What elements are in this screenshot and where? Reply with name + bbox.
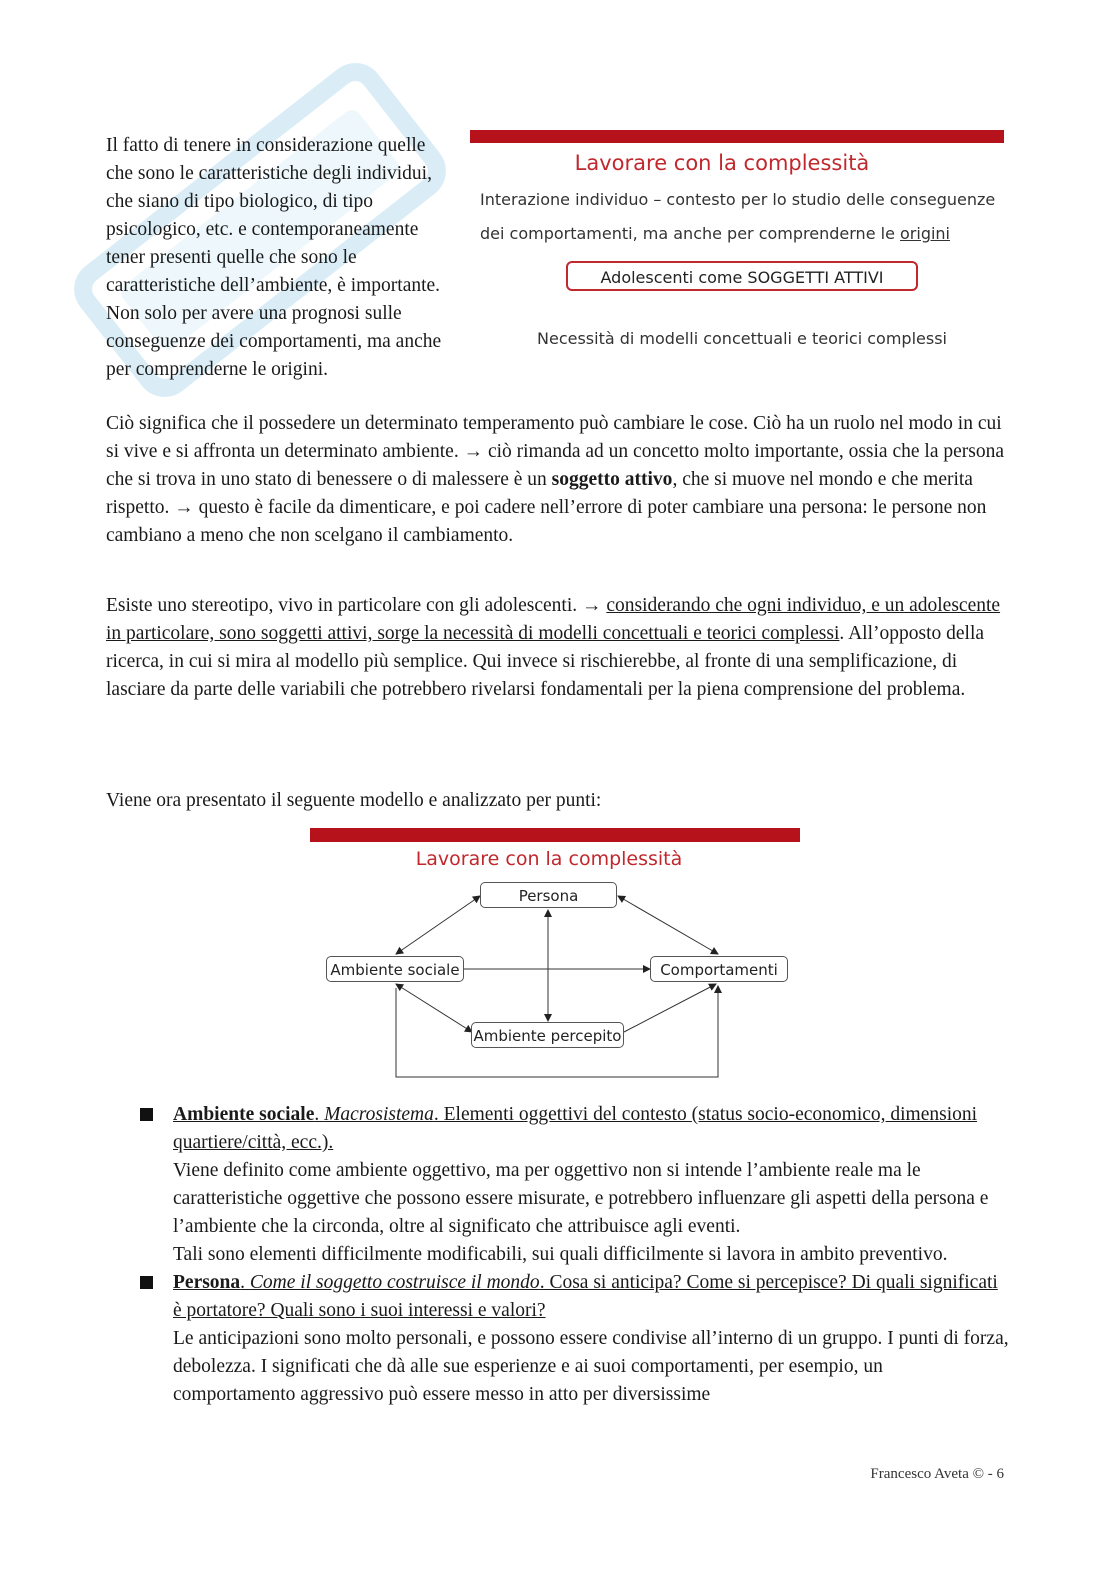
- paragraph-stereotype-underlined: considerando che ogni individuo, e un adolescente in particolare, sono soggetti attivi, sorge la necessità di modelli concettuali e teorici complessi: [106, 595, 1001, 644]
- bullet-body-2: Tali sono elementi difficilmente modificabili, sui quali difficilmente si lavora in ambito preventivo.: [173, 1244, 948, 1265]
- slide-line-2: [470, 217, 1004, 251]
- paragraph-stereotype: [106, 592, 1006, 704]
- bullet-square-icon: [140, 1276, 153, 1289]
- arrow-persona-ambiente-sociale: [396, 896, 480, 954]
- slide-line-2-underlined: origini: [900, 224, 950, 243]
- bullet-body-1: Viene definito come ambiente oggettivo, ma per oggettivo non si intende l’ambiente reale ma le caratteristiche oggettive che possono essere misurate, e potrebbero influenzare gli aspetti della persona e l’ambiente che la circonda, oltre al significato che attribuisce agli eventi.: [173, 1160, 989, 1237]
- bullet-heading: Ambiente sociale. Macrosistema. Elementi oggettivi del contesto (status socio-economico, dimensioni quartiere/città, ecc.).: [173, 1104, 978, 1153]
- bullet-heading-italic: Come il soggetto costruisce il mondo: [249, 1272, 540, 1293]
- model-diagram: [310, 828, 800, 1084]
- node-comportamenti: Comportamenti: [650, 956, 788, 982]
- paragraph-temperament: [106, 410, 1006, 550]
- bullet-heading-italic: Macrosistema: [324, 1104, 434, 1125]
- slide-highlight-box: Adolescenti come SOGGETTI ATTIVI: [566, 261, 918, 291]
- node-ambiente-percepito: Ambiente percepito: [471, 1022, 624, 1048]
- list-item: [140, 1269, 1010, 1409]
- paragraph-stereotype-text-b: . All’opposto della ricerca, in cui si mira al modello più semplice. Qui invece si rischierebbe, al fronte di una semplificazione, di lasciare da parte delle variabili che potrebbero rivelarsi fondamentali per la piena comprensione del problema.: [106, 623, 985, 700]
- bullet-heading-rest: . Elementi oggettivi del contesto (status socio-economico, dimensioni quartiere/città, ecc.).: [173, 1104, 978, 1153]
- page-footer: Francesco Aveta © - 6: [870, 1466, 1004, 1482]
- slide-footer-text: Necessità di modelli concettuali e teorici complessi: [537, 329, 947, 348]
- paragraph-model-intro: Viene ora presentato il seguente modello e analizzato per punti:: [106, 790, 602, 811]
- paragraph-temperament-bold: soggetto attivo: [551, 469, 673, 490]
- arrow-ambiente-sociale-percepito: [396, 984, 472, 1032]
- paragraph-stereotype-text-a: Esiste uno stereotipo, vivo in particolare con gli adolescenti. →: [106, 595, 607, 616]
- bullet-heading-rest: . Cosa si anticipa? Come si percepisce? Di quali significati è portatore? Quali sono i suoi interessi e valori?: [173, 1272, 998, 1321]
- bullet-list: [140, 1101, 1010, 1409]
- node-ambiente-sociale: Ambiente sociale: [326, 956, 464, 982]
- paragraph-temperament-text-b: , che si muove nel mondo e che merita rispetto. → questo è facile da dimenticare, e poi cadere nell’errore di poter cambiare una persona: le persone non cambiano a meno che non scelgano il cambiamento.: [106, 469, 987, 546]
- slide-top-bar: [470, 130, 1004, 143]
- slide-complexity: [470, 130, 1004, 380]
- list-item: [140, 1101, 1010, 1269]
- bullet-heading-bold: Ambiente sociale: [173, 1104, 315, 1125]
- diagram-title: Lavorare con la complessità: [415, 848, 683, 870]
- bullet-heading-bold: Persona: [173, 1272, 241, 1293]
- slide-line-2-text: dei comportamenti, ma anche per comprenderne le: [480, 224, 900, 243]
- bullet-square-icon: [140, 1108, 153, 1121]
- bullet-body-1: Le anticipazioni sono molto personali, e possono essere condivise all’interno di un gruppo. I punti di forza, debolezza. I significati che dà alle sue esperienze e ai suoi comportamenti, per esempio, un comportamento aggressivo può essere messo in atto per diversissime: [173, 1328, 1009, 1405]
- node-persona: Persona: [480, 882, 617, 908]
- paragraph-temperament-text-a: Ciò significa che il possedere un determinato temperamento può cambiare le cose. Ciò ha un ruolo nel modo in cui si vive e si affronta un determinato ambiente. → ciò rimanda ad un concetto molto importante, ossia che la persona che si trova in uno stato di benessere o di malessere è un: [106, 413, 1004, 490]
- bullet-heading: Persona. Come il soggetto costruisce il mondo. Cosa si anticipa? Come si percepisce? Di quali significati è portatore? Quali sono i suoi interessi e valori?: [173, 1272, 998, 1321]
- arrow-persona-comportamenti: [618, 896, 718, 954]
- intro-paragraph: Il fatto di tenere in considerazione quelle che sono le caratteristiche degli individui, che siano di tipo biologico, di tipo psicologico, etc. e contemporaneamente tener presenti quelle che sono le caratteristiche dell’ambiente, è importante. Non solo per avere una prognosi sulle conseguenze dei comportamenti, ma anche per comprenderne le origini.: [106, 135, 442, 380]
- slide-line-1: Interazione individuo – contesto per lo studio delle conseguenze: [480, 190, 996, 209]
- arrow-percepito-comportamenti: [624, 984, 716, 1032]
- slide-title: Lavorare con la complessità: [574, 151, 870, 175]
